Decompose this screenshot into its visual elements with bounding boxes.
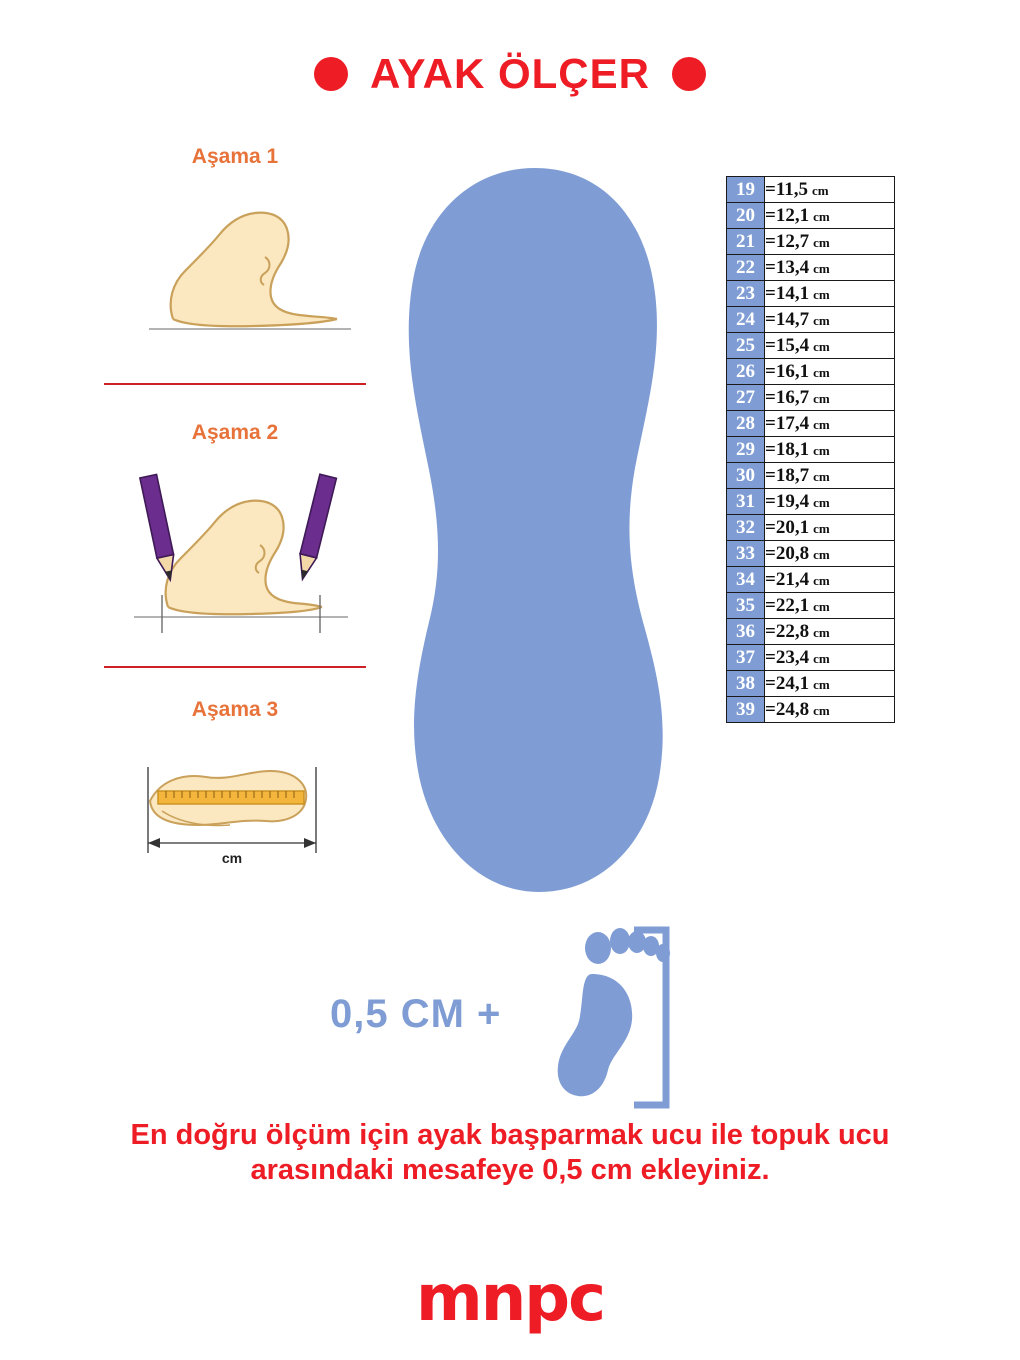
brand-name: mnpc — [416, 1262, 604, 1336]
length-value: =13,4 cm — [765, 255, 895, 281]
table-row — [727, 515, 895, 541]
unit-label: cm — [813, 442, 830, 458]
unit-label: cm — [813, 702, 830, 718]
insole-illustration — [385, 160, 685, 905]
size-value: 24 — [727, 307, 765, 333]
length-value: =23,4 cm — [765, 645, 895, 671]
step-1-label: Aşama 1 — [191, 145, 279, 168]
size-value: 23 — [727, 281, 765, 307]
size-value: 27 — [727, 385, 765, 411]
length-value: =20,1 cm — [765, 515, 895, 541]
size-value: 25 — [727, 333, 765, 359]
length-value: =20,8 cm — [765, 541, 895, 567]
size-value: 29 — [727, 437, 765, 463]
unit-label: cm — [813, 234, 830, 250]
unit-label: cm — [813, 364, 830, 380]
table-row — [727, 671, 895, 697]
length-value: =18,1 cm — [765, 437, 895, 463]
size-table-body — [727, 177, 895, 723]
size-value: 33 — [727, 541, 765, 567]
measurement-instruction: En doğru ölçüm için ayak başparmak ucu ile topuk ucu arasındaki mesafeye 0,5 cm ekleyiniz. — [130, 1119, 890, 1187]
unit-label: cm — [813, 312, 830, 328]
size-value: 21 — [727, 229, 765, 255]
size-value: 28 — [727, 411, 765, 437]
length-value: =18,7 cm — [765, 463, 895, 489]
unit-label: cm — [813, 572, 830, 588]
unit-label: cm — [813, 208, 830, 224]
table-row — [727, 645, 895, 671]
size-value: 36 — [727, 619, 765, 645]
foot-with-tape-measure-icon — [110, 727, 360, 867]
unit-label: cm — [813, 338, 830, 354]
length-value: =15,4 cm — [765, 333, 895, 359]
table-row — [727, 463, 895, 489]
steps-column — [95, 145, 375, 872]
length-value: =11,5 cm — [765, 177, 895, 203]
table-row — [727, 619, 895, 645]
unit-label: cm — [813, 520, 830, 536]
length-value: =21,4 cm — [765, 567, 895, 593]
half-cm-label: 0,5 CM + — [330, 992, 502, 1036]
foot-side-view-icon — [115, 179, 355, 359]
step-1-figure — [95, 169, 375, 369]
table-row — [727, 541, 895, 567]
length-value: =16,7 cm — [765, 385, 895, 411]
size-value: 26 — [727, 359, 765, 385]
length-value: =12,7 cm — [765, 229, 895, 255]
shoe-insole-icon — [385, 160, 685, 900]
footprint-illustration — [538, 920, 688, 1120]
length-value: =14,7 cm — [765, 307, 895, 333]
table-row — [727, 229, 895, 255]
page-title-text: AYAK ÖLÇER — [370, 50, 650, 97]
step-divider-2 — [104, 666, 366, 668]
length-value: =14,1 cm — [765, 281, 895, 307]
table-row — [727, 489, 895, 515]
table-row — [727, 281, 895, 307]
footprint-icon — [538, 920, 688, 1115]
step-3-label: Aşama 3 — [191, 698, 279, 721]
table-row — [727, 385, 895, 411]
table-row — [727, 255, 895, 281]
table-row — [727, 411, 895, 437]
unit-label: cm — [813, 260, 830, 276]
length-value: =22,8 cm — [765, 619, 895, 645]
unit-label: cm — [813, 286, 830, 302]
unit-label: cm — [813, 416, 830, 432]
add-half-cm-note — [330, 920, 710, 1120]
step-3-figure — [95, 722, 375, 872]
length-value: =22,1 cm — [765, 593, 895, 619]
length-value: =24,8 cm — [765, 697, 895, 723]
brand-logo — [0, 1262, 1020, 1336]
size-value: 30 — [727, 463, 765, 489]
table-row — [727, 437, 895, 463]
table-row — [727, 177, 895, 203]
unit-label: cm — [813, 546, 830, 562]
length-value: =19,4 cm — [765, 489, 895, 515]
table-row — [727, 203, 895, 229]
size-value: 34 — [727, 567, 765, 593]
step-3-unit-label: cm — [221, 850, 243, 866]
unit-label: cm — [813, 390, 830, 406]
size-value: 38 — [727, 671, 765, 697]
unit-label: cm — [813, 468, 830, 484]
unit-label: cm — [813, 650, 830, 666]
foot-with-pencils-icon — [110, 455, 360, 650]
size-value: 20 — [727, 203, 765, 229]
title-bullet-right-icon — [672, 57, 706, 91]
length-value: =24,1 cm — [765, 671, 895, 697]
table-row — [727, 333, 895, 359]
table-row — [727, 593, 895, 619]
unit-label: cm — [812, 182, 829, 198]
length-value: =16,1 cm — [765, 359, 895, 385]
size-value: 31 — [727, 489, 765, 515]
size-value: 39 — [727, 697, 765, 723]
unit-label: cm — [813, 598, 830, 614]
step-2-label: Aşama 2 — [191, 421, 279, 444]
table-row — [727, 307, 895, 333]
size-value: 35 — [727, 593, 765, 619]
size-value: 37 — [727, 645, 765, 671]
step-2-figure — [95, 445, 375, 660]
unit-label: cm — [813, 494, 830, 510]
table-row — [727, 359, 895, 385]
length-value: =17,4 cm — [765, 411, 895, 437]
title-bullet-left-icon — [314, 57, 348, 91]
unit-label: cm — [813, 676, 830, 692]
page-title — [0, 50, 1020, 98]
size-value: 32 — [727, 515, 765, 541]
length-value: =12,1 cm — [765, 203, 895, 229]
size-value: 19 — [727, 177, 765, 203]
table-row — [727, 567, 895, 593]
table-row — [727, 697, 895, 723]
shoe-size-table — [726, 176, 895, 723]
unit-label: cm — [813, 624, 830, 640]
step-divider-1 — [104, 383, 366, 385]
size-value: 22 — [727, 255, 765, 281]
